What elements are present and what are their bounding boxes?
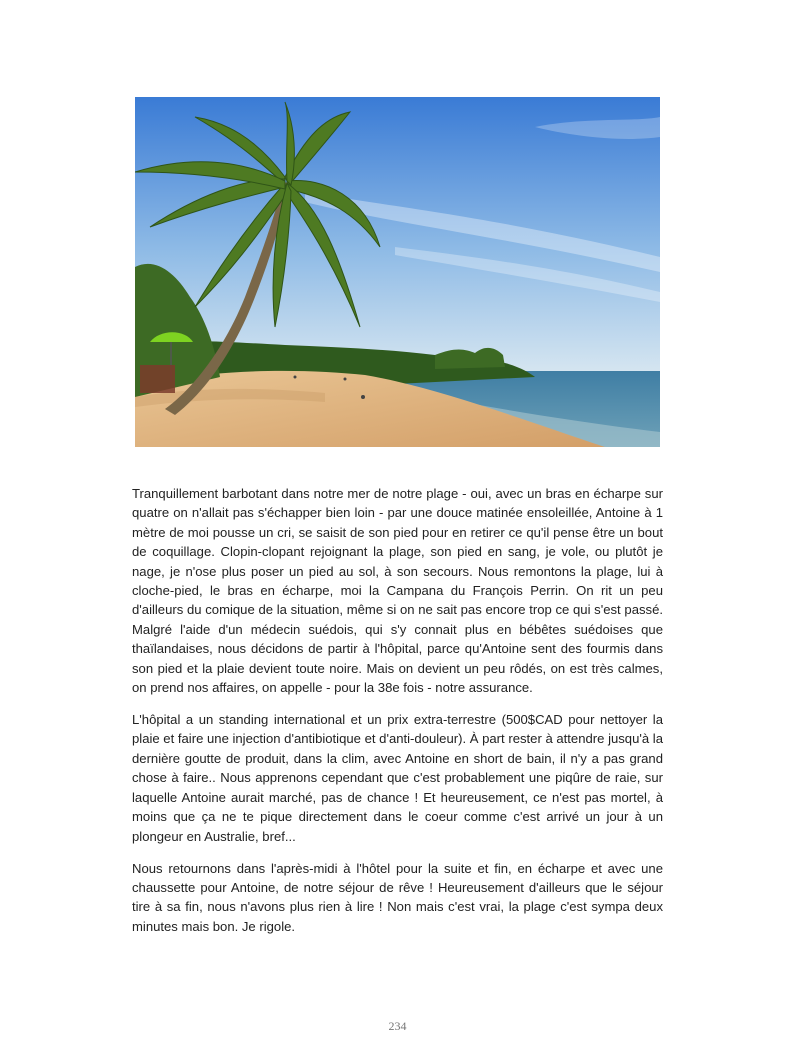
beach-photo [135, 97, 660, 447]
paragraph: Nous retournons dans l'après-midi à l'hôtel pour la suite et fin, en écharpe et avec une chaussette pour Antoine, de notre séjour de rêve ! Heureusement d'ailleurs que le séjour tire à sa fin, nous n'avons plus rien à lire ! Non mais c'est vrai, la plage c'est sympa deux minutes mais bon. Je rigole. [132, 860, 663, 934]
paragraph: L'hôpital a un standing international et un prix extra-terrestre (500$CAD pour nettoyer la plaie et faire une injection d'antibiotique et d'anti-douleur). À part rester à attendre jusqu'à la dernière goutte de produit, dans la clim, avec Antoine en short de bain, il n'y a pas grand chose à faire.. Nous apprenons cependant que c'est probablement une piqûre de raie, sur laquelle Antoine aurait marché, pas de chance ! Et heureusement, ce n'est pas mortel, à moins que ça ne te pique directement dans le coeur comme c'est arrivé un jour à un plongeur en Australie, bref... [132, 712, 663, 844]
page-number: 234 [388, 1019, 407, 1033]
paragraph: Tranquillement barbotant dans notre mer de notre plage - oui, avec un bras en écharpe sur quatre on n'allait pas s'échapper bien loin - par une douce matinée ensoleillée, Antoine à 1 mètre de moi pousse un cri, se saisit de son pied pour en retirer ce qu'il pense être un bout de coquillage. Clopin-clopant rejoignant la plage, son pied en sang, je vole, ou plutôt je nage, je n'ose plus poser un pied au sol, à son secours. Nous remontons la plage, lui à cloche-pied, le bras en écharpe, moi la Campana du François Perrin. On rit un peu d'ailleurs du comique de la situation, même si on ne sait pas encore trop ce qui s'est passé. Malgré l'aide d'un médecin suédois, qui s'y connait plus en bébêtes suédoises que thaïlandaises, nous décidons de partir à l'hôpital, parce qu'Antoine sent des fourmis dans son pied et la plaie devient toute noire. Mais on devient un peu rôdés, on est très calmes, on prend nos affaires, on appelle - pour la 38e fois - notre assurance. [132, 486, 663, 696]
body-text [132, 484, 663, 949]
